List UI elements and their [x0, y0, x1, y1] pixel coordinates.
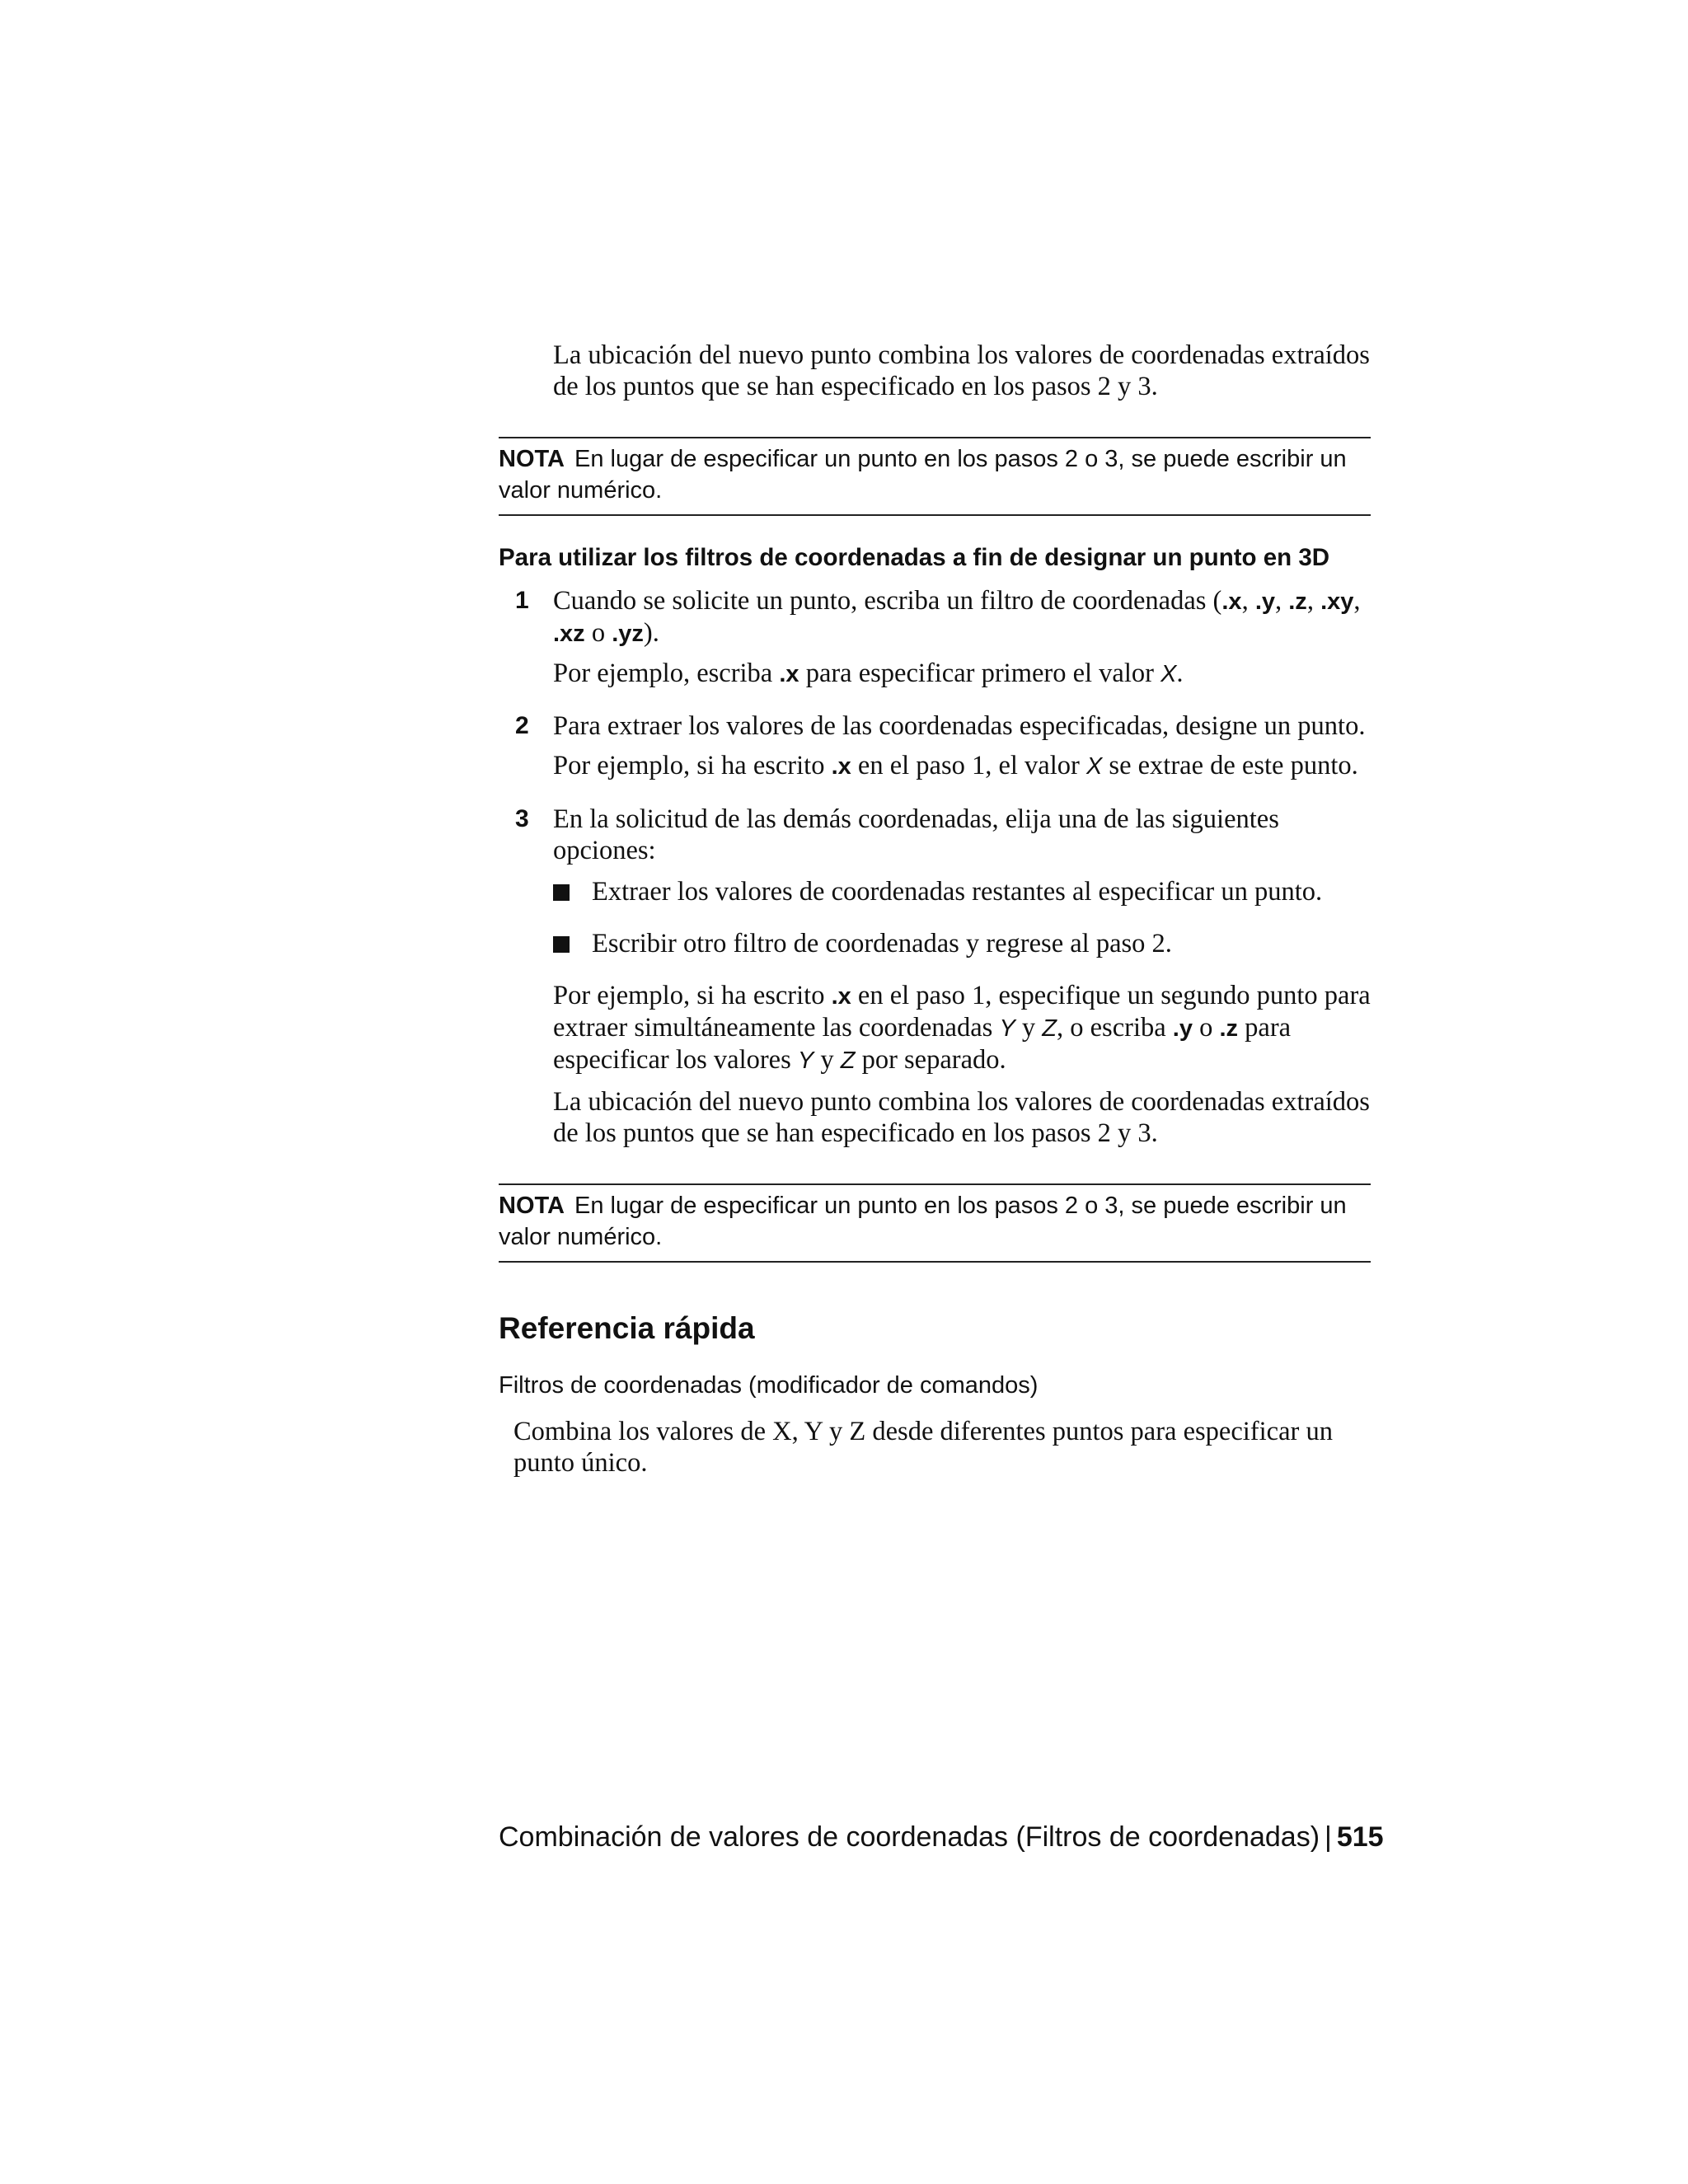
command-filter: .y [1172, 1015, 1193, 1042]
page-number: 515 [1336, 1821, 1384, 1853]
command-filter: .x [831, 983, 851, 1010]
note-label: NOTA [499, 1193, 565, 1219]
step-text: Para extraer los valores de las coordenadas especificadas, designe un punto. [553, 711, 1366, 741]
command-filter: .y [1254, 588, 1275, 615]
command-filter: .xz [553, 621, 585, 647]
coordinate-variable: X [1085, 753, 1103, 780]
intro-paragraph: La ubicación del nuevo punto combina los valores de coordenadas extraídos de los puntos que se han especificado en los pasos 2 y 3. [553, 340, 1370, 401]
coordinate-variable: Y [797, 1047, 814, 1074]
command-filter: .yz [612, 621, 644, 647]
step-2 [499, 710, 1371, 782]
square-bullet-icon [553, 884, 570, 901]
coordinate-variable: Y [999, 1015, 1015, 1042]
command-filter: .x [831, 753, 851, 780]
step-3 [499, 804, 1371, 866]
bullet-item [553, 928, 1371, 959]
square-bullet-icon [553, 936, 570, 953]
step-example: Por ejemplo, si ha escrito .x en el paso 1, el valor X se extrae de este punto. [553, 751, 1358, 780]
note-box [499, 1183, 1371, 1263]
step-example: Por ejemplo, si ha escrito .x en el paso 1, especifique un segundo punto para extraer simultáneamente las coordenadas Y y Z, o escriba .y o .z para especificar los valores Y y Z por separado. [553, 981, 1371, 1075]
bullet-text: Escribir otro filtro de coordenadas y regrese al paso 2. [592, 929, 1172, 958]
command-filter: .z [1219, 1015, 1239, 1042]
footer-separator: | [1325, 1821, 1332, 1853]
command-filter: .x [779, 661, 799, 687]
step-number: 3 [515, 805, 529, 832]
command-filter: .x [1221, 588, 1242, 615]
step-number: 1 [515, 587, 529, 614]
quick-reference-description: Combina los valores de X, Y y Z desde diferentes puntos para especificar un punto único. [513, 1417, 1333, 1478]
step-example: Por ejemplo, escriba .x para especificar primero el valor X. [553, 658, 1184, 688]
note-text: En lugar de especificar un punto en los pasos 2 o 3, se puede escribir un valor numérico. [499, 1193, 1347, 1250]
command-filter: .xy [1320, 588, 1354, 615]
bullet-text: Extraer los valores de coordenadas restantes al especificar un punto. [592, 877, 1323, 907]
bullet-item [553, 876, 1371, 907]
step-text: En la solicitud de las demás coordenadas, elija una de las siguientes opciones: [553, 804, 1279, 865]
note-label: NOTA [499, 446, 565, 472]
page-content [499, 340, 1371, 1479]
step-closing: La ubicación del nuevo punto combina los valores de coordenadas extraídos de los puntos que se han especificado en los pasos 2 y 3. [553, 1087, 1370, 1148]
note-text: En lugar de especificar un punto en los pasos 2 o 3, se puede escribir un valor numérico. [499, 446, 1347, 504]
coordinate-variable: X [1160, 661, 1177, 687]
step-text: Cuando se solicite un punto, escriba un filtro de coordenadas (.x, .y, .z, .xy, .xz o .yz). [553, 586, 1361, 648]
step-1 [499, 585, 1371, 690]
section-title: Referencia rápida [499, 1311, 755, 1345]
footer-chapter-title: Combinación de valores de coordenadas (Filtros de coordenadas) [499, 1821, 1320, 1853]
coordinate-variable: Z [1042, 1015, 1057, 1042]
quick-reference-link[interactable]: Filtros de coordenadas (modificador de comandos) [499, 1372, 1039, 1399]
coordinate-variable: Z [840, 1047, 856, 1074]
page-footer [499, 1819, 1384, 1855]
procedure-title: Para utilizar los filtros de coordenadas a fin de designar un punto en 3D [499, 544, 1330, 571]
step-number: 2 [515, 712, 529, 739]
note-box [499, 437, 1371, 516]
command-filter: .z [1288, 588, 1307, 615]
